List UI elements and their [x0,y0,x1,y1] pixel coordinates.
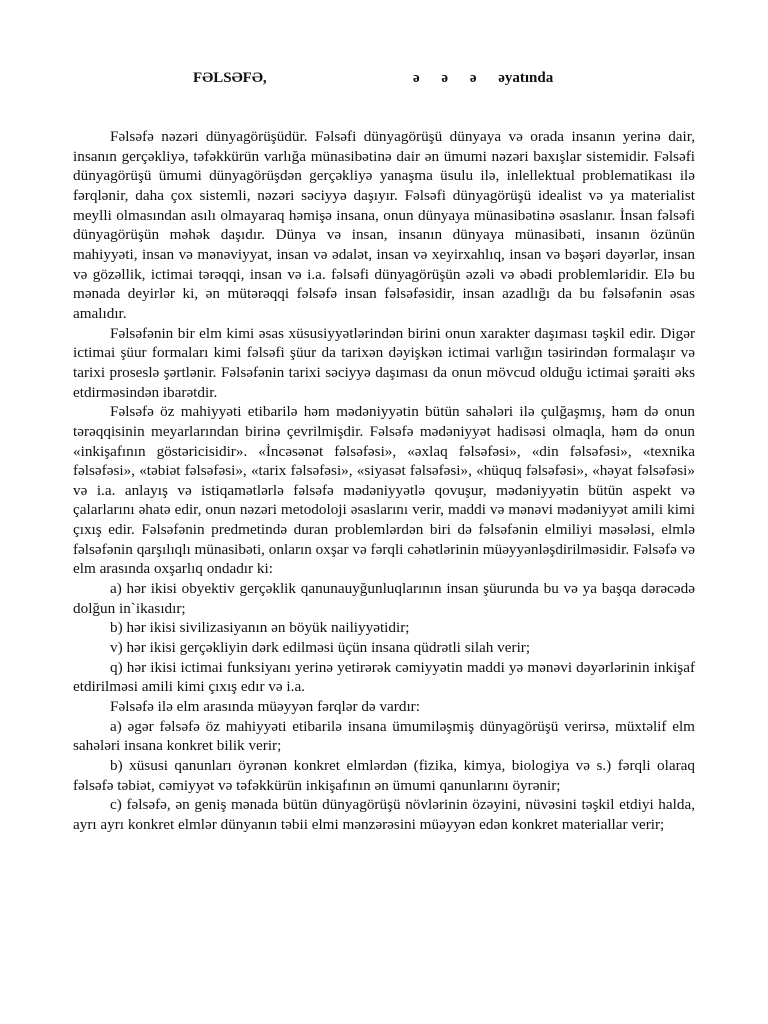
list-item-similarity-v: v) hər ikisi gerçəkliyin dərk edilməsi üçün insana qüdrətli silah verir; [110,639,531,657]
paragraph-philosophy-culture: Fəlsəfə öz mahiyyəti etibarilə həm mədəniyyətin bütün sahələri ilə çulğaşmış, həm də onun tərəqqisinin meyarlarından birinə çevrilmişdir. Fəlsəfə mədəniyyət hadisəsi olmaqla, həm də onun «inkişafının göstəricisidir». «İncəsənət fəlsəfəsi», «əxlaq fəlsəfəsi», «din fəlsəfəsi», «texnika fəlsəfəsi», «təbiət fəlsəfəsi», «tarix fəlsəfəsi», «siyasət fəlsəfəsi», «hüquq fəlsəfəsi», «həyat fəlsəfəsi» və i.a. anlayış və istiqamətlərlə fəlsəfə mədəniyyətlə qovuşur, mədəniyyətin bütün aspekt və çalarlarını əhatə edir, onun nəzəri metodoloji əsaslarını verir, maddi və mənəvi mədəniyyət amili kimi çıxış edir. Fəlsəfənin predmetində duran problemlərdən biri də fəlsəfənin elmiliyi məsələsi, elmlə fəlsəfənin qarşılıqlı münasibəti, onların oxşar və fərqli cəhətlərinin müəyyənləşdirilməsidir. Fəlsəfə və elm arasında oxşarlıq ondadır ki: [73,403,695,578]
list-item-difference-a: a) əgər fəlsəfə öz mahiyyəti etibarilə insana ümumiləşmiş dünyagörüşü verirsə, müxtəlif elm sahələri insana konkret bilik verir; [73,717,695,755]
list-item-difference-b: b) xüsusi qanunları öyrənən konkret elmlərdən (fizika, kimya, biologiya və s.) fərqli olaraq fəlsəfə təbiət, cəmiyyət və təfəkkürün inkişafının ən ümumi qanunlarını öyrənir; [73,757,695,794]
list-item-similarity-q: q) hər ikisi ictimai funksiyanı yerinə yetirərək cəmiyyətin maddi yə mənəvi dəyərlərinin inkişaf etdirilməsi amili kimi çıxış edır və i.a. [73,658,695,696]
heading-title: FƏLSƏFƏ, [193,70,267,86]
paragraph-differences-intro: Fəlsəfə ilə elm arasında müəyyən fərqlər də vardır: [110,698,420,716]
paragraph-historical-character: Fəlsəfənin bir elm kimi əsas xüsusiyyətlərindən birini onun xarakter daşıması təşkil edir. Digər ictimai şüur formaları kimi fəlsəfi şüur da tarixən dəyişkən ictimai varlığın təsirindən formalaşır və tarixi proseslə şərtlənir. Fəlsəfənin tarixi səciyyə daşıması da onun mövcud olduğu ictimai şəraiti əks etdirməsindən ibarətdir. [73,324,695,401]
list-item-similarity-a: a) hər ikisi obyektiv gerçəklik qanunauyğunluqlarının insan şüurunda bu və ya başqa dərəcədə dolğun in`ikasıdır; [73,580,695,617]
heading-subtitle: ə ə ə əyatında [413,70,554,86]
list-item-similarity-b: b) hər ikisi sivilizasiyanın ən böyük nailiyyətidir; [110,619,410,637]
list-item-difference-c: c) fəlsəfə, ən geniş mənada bütün dünyagörüşü növlərinin özəyini, nüvəsini təşkil etdiyi halda, ayrı ayrı konkret elmlər dünyanın təbii elmi mənzərəsini müəyyən edən konkret materiallar verir; [73,796,695,833]
document-body [73,127,695,835]
paragraph-philosophy-worldview: Fəlsəfə nəzəri dünyagörüşüdür. Fəlsəfi dünyagörüşü dünyaya və orada insanın yerinə dair, insanın gerçəkliyə, təfəkkürün varlığa münasibətinə dair ən ümumi nəzəri baxışlar sistemidir. Fəlsəfi dünyagörüşü ümumi dünyagörüşdən gerçəkliyə yanaşma üsulu ilə, inlellektual problematikası ilə fərqlənir, daha çox sistemli, nəzəri səciyyə daşıyır. Fəlsəfi dünyagörüşü idealist və ya materialist meylli olmasından asılı olmayaraq həmişə insana, onun dünyaya münasibətinə əsaslanır. İnsan fəlsəfi dünyagörüşün məhək daşıdır. Dünya və insan, insanın dünyaya münasibəti, insanın özünün mahiyyəti, insan və mənəviyyat, insan və ədalət, insan və xeyirxahlıq, insan və bəşəri dəyərlər, insan və gözəllik, ictimai tərəqqi, insan və i.a. fəlsəfi dünyagörüşün əzəli və əbədi problemləridir. Elə bu mənada deyirlər ki, ən mütərəqqi fəlsəfə insan fəlsəfəsidir, insan azadlığı da bu fəlsəfənin əsas amalıdır. [73,128,695,322]
document-heading [0,70,768,90]
